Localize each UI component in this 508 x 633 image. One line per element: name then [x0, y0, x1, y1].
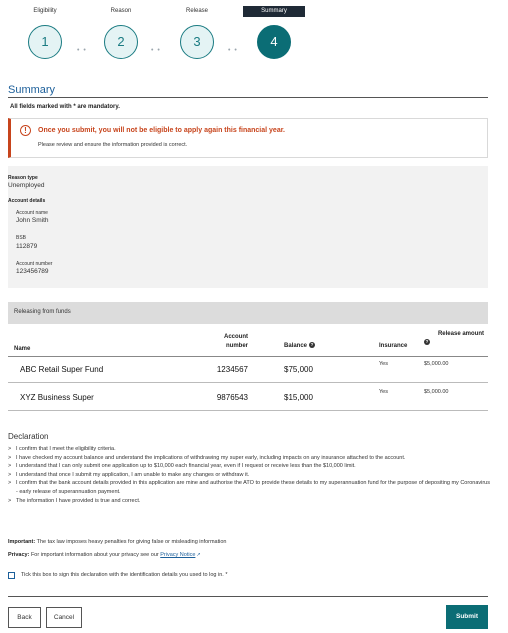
account-name-label: Account name — [16, 210, 48, 216]
column-header-line: Account — [224, 334, 248, 340]
declaration-item: > I understand that once I submit my application, I am unable to make any changes or withdraw it. — [8, 471, 492, 480]
step-label: Eligibility — [33, 8, 57, 14]
account-number-value: 123456789 — [16, 268, 49, 275]
step-number: 3 — [180, 25, 214, 59]
submit-button[interactable]: Submit — [446, 605, 488, 629]
release-info-button[interactable] — [424, 339, 484, 348]
alert-title: Once you submit, you will not be eligible to apply again this financial year. — [38, 127, 285, 134]
step-label: Release — [185, 8, 208, 14]
account-name-value: John Smith — [16, 217, 49, 224]
step-reason — [86, 6, 156, 59]
step-number: 4 — [257, 25, 291, 59]
declaration-item: > I confirm that the bank account details provided in this application are mine and authorise the ATO to provide these details to my superannuation fund for the purpose of depositing my Coronavirus - early release of superannuation payment. — [8, 479, 492, 496]
divider — [8, 97, 488, 98]
fund-balance: $75,000 — [284, 365, 313, 374]
warning-icon: ! — [20, 125, 31, 136]
column-header-balance[interactable] — [284, 342, 315, 351]
mandatory-note: All fields marked with * are mandatory. — [10, 104, 120, 110]
reason-type-label: Reason type — [8, 175, 38, 181]
step-summary — [239, 6, 309, 59]
fund-insurance: Yes — [379, 389, 388, 395]
progress-stepper — [0, 6, 508, 68]
reason-type-value: Unemployed — [8, 182, 45, 189]
alert-message: Please review and ensure the information provided is correct. — [38, 142, 188, 148]
funds-section-header — [8, 302, 488, 324]
fund-release-amount: $5,000.00 — [424, 389, 449, 395]
fund-name: ABC Retail Super Fund — [20, 365, 104, 374]
divider — [8, 596, 488, 597]
account-details-label: Account details — [8, 198, 46, 204]
step-number: 2 — [104, 25, 138, 59]
fund-name: XYZ Business Super — [20, 393, 94, 402]
declaration-item: > I confirm that I meet the eligibility criteria. — [8, 445, 492, 454]
column-header-release-amount[interactable] — [424, 330, 484, 348]
step-separator: • • — [77, 47, 87, 54]
privacy-note — [8, 552, 201, 558]
warning-alert — [8, 118, 488, 158]
column-header-line: number — [225, 343, 248, 349]
summary-details-panel — [8, 166, 488, 288]
step-label: Reason — [110, 8, 132, 14]
checkbox-label[interactable]: Tick this box to sign this declaration with the identification details you used to log in. * — [21, 572, 228, 578]
row-divider — [8, 410, 488, 411]
privacy-notice-link[interactable]: Privacy Notice — [160, 552, 196, 558]
declaration-item: > I understand that I can only submit one application up to $10,000 each financial year, even if I request or receive less than the $10,000 limit. — [8, 462, 492, 471]
important-text: The tax law imposes heavy penalties for giving false or misleading information — [36, 539, 227, 545]
fund-account-number: 1234567 — [216, 365, 248, 374]
info-icon[interactable]: ? — [425, 339, 429, 345]
info-icon[interactable]: ? — [310, 342, 314, 348]
external-link-icon: ↗ — [196, 552, 201, 558]
bsb-label: BSB — [16, 235, 27, 241]
column-header-line: Release amount — [437, 331, 484, 337]
declaration-title: Declaration — [8, 432, 49, 441]
step-release — [162, 6, 232, 59]
fund-release-amount: $5,000.00 — [424, 361, 449, 367]
fund-balance: $15,000 — [284, 393, 313, 402]
column-header-name: Name — [14, 346, 31, 352]
step-label: Summary — [243, 6, 305, 17]
column-header-account-number — [200, 333, 248, 351]
funds-heading: Releasing from funds — [14, 309, 71, 315]
account-number-label: Account number — [16, 261, 53, 267]
row-divider — [8, 382, 488, 383]
step-separator: • • — [228, 47, 238, 54]
step-number: 1 — [28, 25, 62, 59]
bsb-value: 112879 — [16, 243, 38, 250]
fund-insurance: Yes — [379, 361, 388, 367]
back-button[interactable]: Back — [8, 607, 41, 628]
declaration-item: > I have checked my account balance and understand the implications of withdrawing my super early, including impacts on any insurance attached to the account. — [8, 454, 492, 463]
privacy-label: Privacy: — [8, 552, 30, 558]
declaration-list — [8, 445, 492, 505]
column-header-insurance: Insurance — [379, 343, 408, 349]
declaration-checkbox[interactable] — [8, 572, 15, 579]
privacy-text: For important information about your privacy see our — [30, 552, 159, 558]
important-label: Important: — [8, 539, 36, 545]
declaration-item: > The information I have provided is true and correct. — [8, 497, 492, 506]
page-title: Summary — [8, 84, 56, 96]
balance-header-label: Balance — [284, 343, 308, 349]
step-separator: • • — [151, 47, 161, 54]
step-eligibility — [10, 6, 80, 59]
cancel-button[interactable]: Cancel — [46, 607, 82, 628]
important-note — [8, 539, 227, 545]
fund-account-number: 9876543 — [216, 393, 248, 402]
table-header-divider — [8, 356, 488, 357]
